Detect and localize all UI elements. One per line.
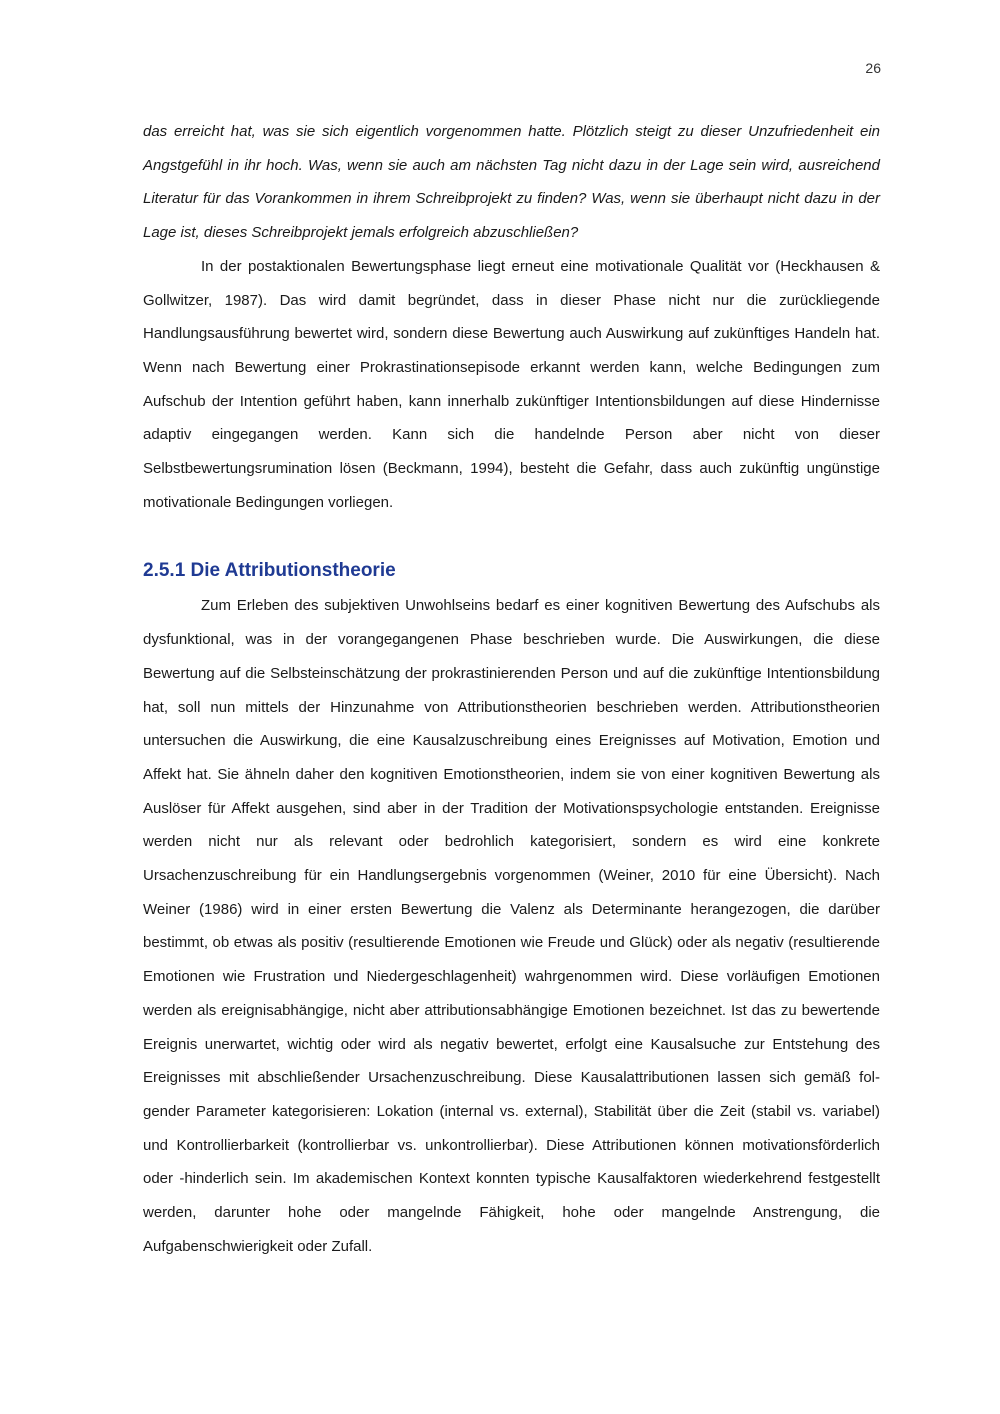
page-number: 26 bbox=[865, 60, 881, 76]
page-content bbox=[143, 115, 880, 1264]
body-paragraph-postactional-phase: In der postaktionalen Bewertungsphase liegt erneut eine motivationale Qualität vor (Heckhausen & Gollwitzer, 1987). Das wird damit begründet, dass in dieser Phase nicht nur die zurückliegende Handlungsausführung bewertet wird, sondern diese Bewertung auch Auswirkung auf zukünftiges Handeln hat. Wenn nach Bewertung einer Prokrastinationsepisode erkannt werden kann, welche Bedingungen zum Aufschub der Intention geführt haben, kann innerhalb zukünftiger Intentionsbildungen auf diese Hindernisse adaptiv eingegangen werden. Kann sich die handelnde Person aber nicht von dieser Selbstbewertungsrumination lösen (Beckmann, 1994), besteht die Gefahr, dass auch zukünftig ungünstige motivationale Bedingungen vorliegen. bbox=[143, 257, 880, 511]
body-paragraph-italic-example: das erreicht hat, was sie sich eigentlich vorgenommen hatte. Plötzlich steigt zu dieser Unzufriedenheit ein Angstgefühl in ihr hoch. Was, wenn sie auch am nächsten Tag nicht dazu in der Lage sein wird, ausreichend Literatur für das Vorankommen in ihrem Schreibprojekt zu finden? Was, wenn sie überhaupt nicht dazu in der Lage ist, dieses Schreibprojekt jemals erfolgreich abzuschließen? bbox=[143, 123, 880, 242]
section-heading: 2.5.1 Die Attributionstheorie bbox=[143, 560, 396, 582]
body-paragraph-attribution-theory: Zum Erleben des subjektiven Unwohlseins bedarf es einer kognitiven Bewertung des Aufschubs als dysfunktional, was in der vorangegangenen Phase beschrieben wurde. Die Auswirkungen, die diese Bewertung auf die Selbsteinschätzung der prokrastinierenden Person und auf die zukünftige Intentionsbildung hat, soll nun mittels der Hinzunahme von Attributionstheorien beschrieben werden. Attributionstheorien untersuchen die Auswirkung, die eine Kausalzuschreibung eines Ereignisses auf Motivation, Emotion und Affekt hat. Sie ähneln daher den kognitiven Emotionstheorien, indem sie von einer kognitiven Bewertung als Auslöser für Affekt ausgehen, sind aber in der Tradition der Motivationspsychologie entstanden. Ereignisse werden nicht nur als relevant oder bedrohlich kategorisiert, sondern es wird eine konkrete Ursachenzuschreibung für ein Handlungsergebnis vorgenommen (Weiner, 2010 für eine Übersicht). Nach Weiner (1986) wird in einer ersten Bewertung die Valenz als Determinante herangezogen, die darüber bestimmt, ob etwas als positiv (resultierende Emotionen wie Freude und Glück) oder als negativ (resultierende Emotionen wie Frustration und Niedergeschlagenheit) wahrgenommen wird. Diese vorläufigen Emotionen werden als ereignisabhängige, nicht aber attributionsabhängige Emotionen bezeichnet. Ist das zu bewertende Ereignis unerwartet, wichtig oder wird als negativ bewertet, erfolgt eine Kausalsuche zur Entstehung des Ereignisses mit abschließender Ursachenzuschreibung. Diese Kausalattributionen lassen sich gemäß folgender Parameter kategorisieren: Lokation (internal vs. external), Stabilität über die Zeit (stabil vs. variabel) und Kontrollierbarkeit (kontrollierbar vs. unkontrollierbar). Diese Attributionen können motivationsförderlich oder -hinderlich sein. Im akademischen Kontext konnten typische Kausalfaktoren wiederkehrend festgestellt werden, darunter hohe oder mangelnde Fähigkeit, hohe oder mangelnde Anstrengung, die Aufgabenschwierigkeit oder Zufall. bbox=[143, 597, 880, 1255]
